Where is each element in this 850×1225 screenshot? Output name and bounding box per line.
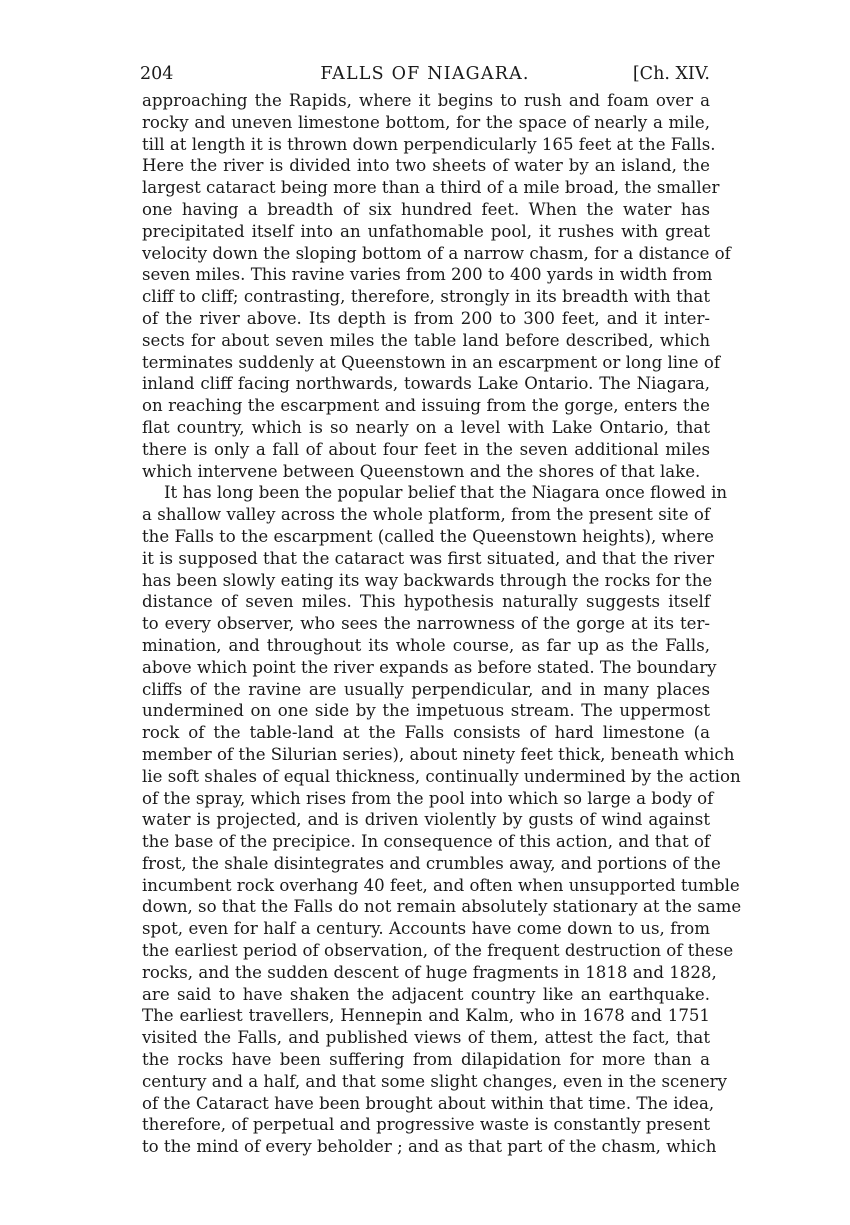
text-line: there is only a fall of about four feet in the seven additional miles [142, 439, 710, 459]
paragraph-end-line: which intervene between Queenstown and the shores of that lake. [142, 461, 701, 481]
text-line: cliffs of the ravine are usually perpendicular, and in many places [142, 679, 710, 699]
text-line: distance of seven miles. This hypothesis naturally suggests itself [142, 592, 710, 612]
text-line: member of the Silurian series), about ninety feet thick, beneath which [142, 744, 735, 764]
text-line: mination, and throughout its whole course, as far up as the Falls, [142, 635, 710, 655]
text-line: the rocks have been suffering from dilapidation for more than a [142, 1050, 710, 1070]
running-head [140, 62, 710, 86]
text-line: seven miles. This ravine varies from 200 to 400 yards in width from [142, 265, 713, 285]
text-line: of the spray, which rises from the pool into which so large a body of [142, 788, 714, 808]
text-line: terminates suddenly at Queenstown in an escarpment or long line of [142, 352, 721, 372]
text-line: visited the Falls, and published views of them, attest the fact, that [142, 1028, 710, 1048]
running-title: FALLS OF NIAGARA. [320, 64, 530, 84]
text-line: precipitated itself into an unfathomable pool, it rushes with great [142, 221, 710, 241]
text-line: velocity down the sloping bottom of a narrow chasm, for a distance of [142, 243, 731, 263]
text-line: on reaching the escarpment and issuing from the gorge, enters the [142, 396, 710, 416]
text-line: sects for about seven miles the table land before described, which [142, 330, 710, 350]
text-line: therefore, of perpetual and progressive waste is constantly present [142, 1115, 710, 1135]
text-line: has been slowly eating its way backwards through the rocks for the [142, 570, 713, 590]
paragraph-start-line: It has long been the popular belief that the Niagara once flowed in [164, 483, 728, 503]
text-line: rock of the table-land at the Falls consists of hard limestone (a [142, 723, 710, 743]
text-line: lie soft shales of equal thickness, continually undermined by the action [142, 766, 741, 786]
text-line: to the mind of every beholder ; and as that part of the chasm, which [142, 1137, 717, 1157]
text-line: the base of the precipice. In consequence of this action, and that of [142, 832, 711, 852]
text-line: down, so that the Falls do not remain absolutely stationary at the same [142, 897, 742, 917]
text-line: flat country, which is so nearly on a level with Lake Ontario, that [142, 417, 710, 437]
text-line: frost, the shale disintegrates and crumbles away, and portions of the [142, 853, 721, 873]
text-line: rocks, and the sudden descent of huge fragments in 1818 and 1828, [142, 962, 717, 982]
text-line: the earliest period of observation, of the frequent destruction of these [142, 941, 734, 961]
text-line: spot, even for half a century. Accounts have come down to us, from [142, 919, 710, 939]
text-line: inland cliff facing northwards, towards Lake Ontario. The Niagara, [142, 374, 710, 394]
text-line: century and a half, and that some slight changes, even in the scenery [142, 1071, 727, 1091]
text-line: The earliest travellers, Hennepin and Kalm, who in 1678 and 1751 [142, 1006, 710, 1026]
text-line: to every observer, who sees the narrowness of the gorge at its ter- [142, 614, 710, 634]
chapter-reference: [Ch. XIV. [632, 64, 710, 84]
text-line: Here the river is divided into two sheets of water by an island, the [142, 156, 710, 176]
text-line: largest cataract being more than a third of a mile broad, the smaller [142, 178, 720, 198]
text-line: above which point the river expands as before stated. The boundary [142, 657, 717, 677]
text-line: cliff to cliff; contrasting, therefore, strongly in its breadth with that [142, 287, 710, 307]
text-line: approaching the Rapids, where it begins to rush and foam over a [142, 91, 710, 110]
text-line: water is projected, and is driven violently by gusts of wind against [142, 810, 710, 830]
text-line: of the Cataract have been brought about within that time. The idea, [142, 1093, 715, 1113]
text-line: rocky and uneven limestone bottom, for the space of nearly a mile, [142, 112, 710, 132]
text-line: one having a breadth of six hundred feet. When the water has [142, 199, 710, 219]
text-line: till at length it is thrown down perpendicularly 165 feet at the Falls. [142, 134, 716, 154]
text-line: incumbent rock overhang 40 feet, and often when unsupported tumble [142, 875, 740, 895]
page-number: 204 [140, 64, 174, 84]
text-line: the Falls to the escarpment (called the Queenstown heights), where [142, 526, 714, 546]
text-line: it is supposed that the cataract was first situated, and that the river [142, 548, 715, 568]
body-text [142, 90, 742, 1158]
text-line: of the river above. Its depth is from 200 to 300 feet, and it inter- [142, 308, 710, 328]
text-line: undermined on one side by the impetuous stream. The uppermost [142, 701, 710, 721]
text-line: a shallow valley across the whole platform, from the present site of [142, 505, 710, 525]
text-line: are said to have shaken the adjacent country like an earthquake. [142, 984, 710, 1004]
